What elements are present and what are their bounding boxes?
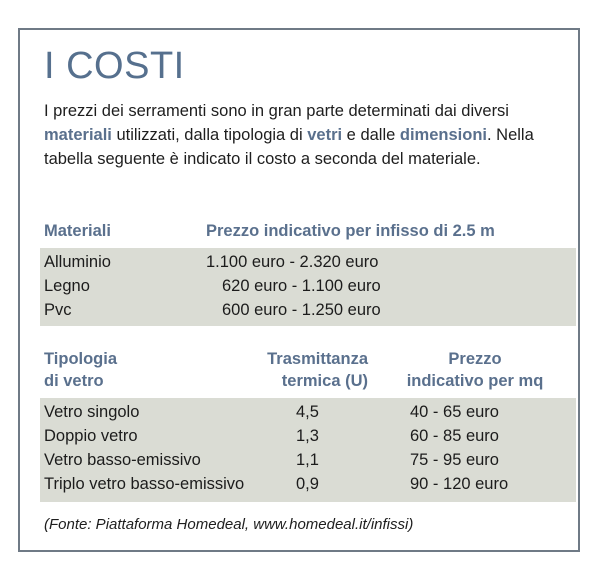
materials-header-price: Prezzo indicativo per infisso di 2.5 m: [206, 222, 495, 240]
table-row-price: 40 - 65 euro: [410, 403, 499, 421]
highlight-dimensioni: dimensioni: [399, 126, 487, 144]
table-row-price: 600 euro - 1.250 euro: [222, 301, 381, 319]
source-note: (Fonte: Piattaforma Homedeal, www.homedeal.it/infissi): [44, 516, 414, 533]
table-row-type: Vetro singolo: [44, 403, 140, 421]
table-row-price: 75 - 95 euro: [410, 451, 499, 469]
glass-header-price: Prezzo indicativo per mq: [406, 350, 544, 390]
table-row-u: 4,5: [296, 403, 319, 421]
highlight-materiali: materiali: [44, 126, 112, 144]
table-row-material: Alluminio: [44, 253, 111, 271]
table-row-material: Legno: [44, 277, 90, 295]
glass-header-transmittance: Trasmittanza termica (U): [267, 350, 368, 390]
materials-header-material: Materiali: [44, 222, 111, 240]
page-title: I COSTI: [44, 45, 185, 87]
table-row-price: 620 euro - 1.100 euro: [222, 277, 381, 295]
table-row-price: 60 - 85 euro: [410, 427, 499, 445]
table-row-price: 1.100 euro - 2.320 euro: [206, 253, 379, 271]
table-row-type: Doppio vetro: [44, 427, 138, 445]
table-row-type: Triplo vetro basso-emissivo: [44, 475, 245, 493]
table-row-u: 1,3: [296, 427, 319, 445]
table-row-type: Vetro basso-emissivo: [44, 451, 201, 469]
glass-header-type: Tipologia di vetro: [44, 350, 118, 390]
table-row-u: 1,1: [296, 451, 319, 469]
intro-paragraph: I prezzi dei serramenti sono in gran parte determinati dai diversi materiali utilizzati, dalla tipologia di vetri e dalle dimensioni. Nella tabella seguente è indicato il costo a seconda del materiale.: [44, 102, 534, 168]
table-row-material: Pvc: [44, 301, 72, 319]
highlight-vetri: vetri: [307, 126, 343, 144]
table-row-u: 0,9: [296, 475, 319, 493]
table-row-price: 90 - 120 euro: [410, 475, 509, 493]
